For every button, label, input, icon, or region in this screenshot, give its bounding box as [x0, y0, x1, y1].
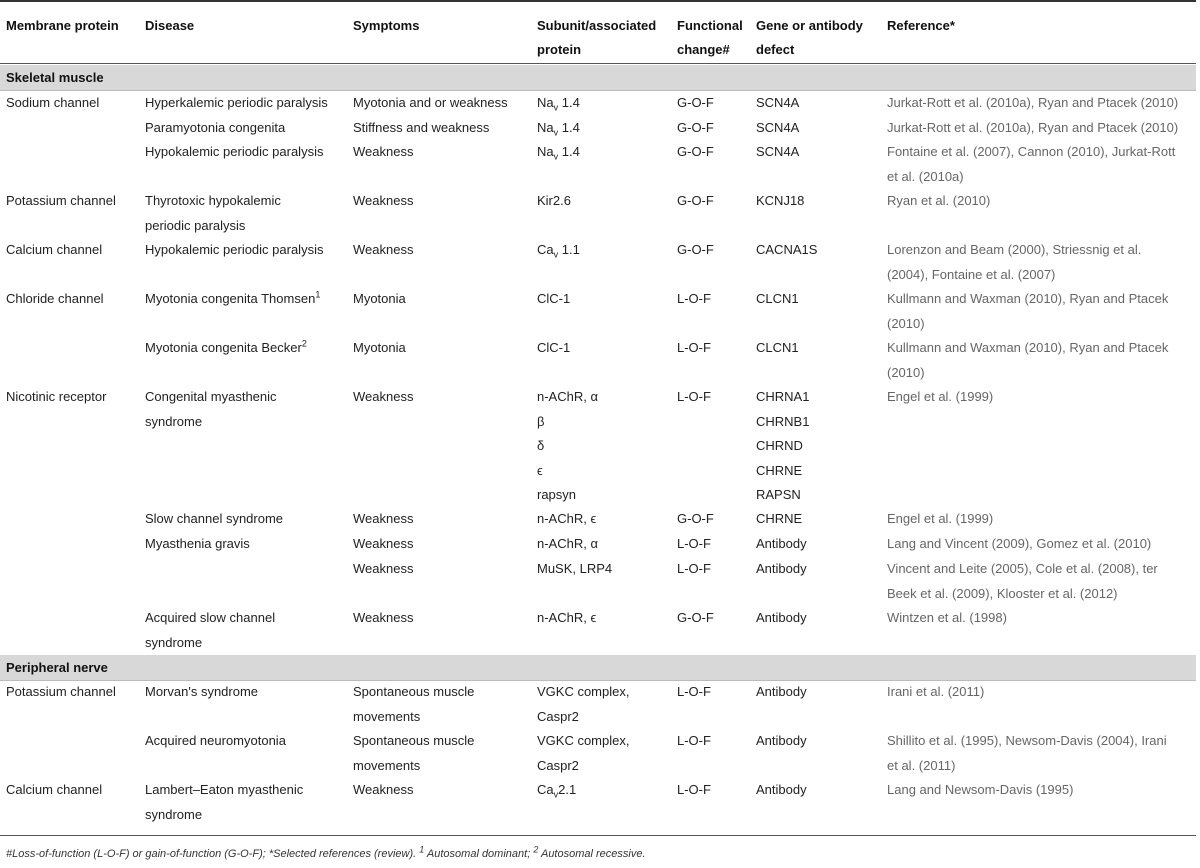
cell-subunit: ClC-1: [537, 291, 571, 306]
cell-gene: Antibody: [756, 536, 807, 551]
reference-line: Beek et al. (2009), Klooster et al. (2012): [887, 585, 1118, 601]
disease-line: syndrome: [145, 634, 203, 650]
header-subunit-line2: protein: [537, 42, 582, 57]
cell-symptoms: Weakness: [353, 511, 414, 526]
reference-line: Vincent and Leite (2005), Cole et al. (2008), ter: [887, 561, 1158, 576]
cell-gene: SCN4A: [756, 144, 800, 159]
cell-symptoms: Weakness: [353, 536, 414, 551]
cell-change: G-O-F: [677, 144, 714, 159]
cell-gene: Antibody: [756, 782, 807, 797]
cell-disease: [145, 189, 281, 238]
cell-reference: Engel et al. (1999): [887, 389, 994, 404]
cell-symptoms: Weakness: [353, 242, 414, 257]
symptoms-line: movements: [353, 757, 421, 773]
cell-disease: Acquired neuromyotonia: [145, 733, 286, 748]
cell-subunit: $Ca_v2.1$: [537, 782, 577, 800]
cell-protein: Calcium channel: [6, 242, 103, 257]
reference-line: et al. (2010a): [887, 168, 964, 184]
cell-reference: Ryan et al. (2010): [887, 193, 991, 208]
section-band-skeletal-muscle: [0, 65, 1196, 91]
header-subunit-line1: Subunit/associated: [537, 18, 657, 33]
cell-reference: [887, 140, 1175, 189]
cell-change: G-O-F: [677, 610, 714, 625]
cell-subunit: Kir2.6: [537, 193, 571, 208]
reference-line: (2010): [887, 315, 925, 331]
cell-gene: [756, 385, 809, 508]
cell-gene: CACNA1S: [756, 242, 818, 257]
gene-line: CHRND: [756, 438, 803, 453]
cell-change: L-O-F: [677, 782, 711, 797]
cell-change: G-O-F: [677, 242, 714, 257]
reference-line: Kullmann and Waxman (2010), Ryan and Ptacek: [887, 340, 1169, 355]
cell-protein: Chloride channel: [6, 291, 104, 306]
cell-reference: Lang and Vincent (2009), Gomez et al. (2010): [887, 536, 1152, 551]
cell-change: G-O-F: [677, 511, 714, 526]
cell-subunit: [537, 729, 629, 778]
cell-disease: Hypokalemic periodic paralysis: [145, 144, 324, 159]
cell-gene: Antibody: [756, 684, 807, 699]
cell-symptoms: Weakness: [353, 193, 414, 208]
header-gene: [756, 14, 863, 62]
cell-reference: [887, 238, 1141, 287]
subunit-line: ϵ: [537, 462, 543, 478]
cell-reference: Engel et al. (1999): [887, 511, 994, 526]
cell-disease: Myotonia congenita Thomsen$^1$: [145, 289, 321, 306]
disease-line: syndrome: [145, 413, 203, 429]
bottom-rule: [0, 835, 1196, 836]
symptoms-line: Spontaneous muscle: [353, 733, 475, 748]
cell-reference: [887, 729, 1167, 778]
cell-change: L-O-F: [677, 733, 711, 748]
disease-line: periodic paralysis: [145, 217, 246, 233]
cell-gene: Antibody: [756, 561, 807, 576]
header-symptoms: Symptoms: [353, 18, 420, 33]
cell-reference: [887, 336, 1168, 385]
cell-symptoms: Myotonia: [353, 291, 406, 306]
cell-symptoms: Weakness: [353, 561, 414, 576]
disease-line: Thyrotoxic hypokalemic: [145, 193, 281, 208]
header-rule: [0, 63, 1196, 64]
header-subunit: [537, 14, 656, 62]
cell-gene: KCNJ18: [756, 193, 805, 208]
symptoms-line: Spontaneous muscle: [353, 684, 475, 699]
cell-disease: [145, 606, 275, 655]
cell-reference: Irani et al. (2011): [887, 684, 985, 699]
section-label-skeletal-muscle: Skeletal muscle: [6, 70, 104, 85]
cell-subunit: $Na_v$ 1.4: [537, 120, 580, 138]
cell-reference: Jurkat-Rott et al. (2010a), Ryan and Ptacek (2010): [887, 120, 1179, 135]
cell-protein: Potassium channel: [6, 684, 116, 699]
cell-disease: Morvan's syndrome: [145, 684, 259, 699]
cell-change: G-O-F: [677, 120, 714, 135]
subunit-line: VGKC complex,: [537, 733, 630, 748]
subunit-line: Caspr2: [537, 757, 579, 773]
cell-gene: SCN4A: [756, 120, 800, 135]
cell-gene: Antibody: [756, 733, 807, 748]
reference-line: Fontaine et al. (2007), Cannon (2010), Jurkat-Rott: [887, 144, 1176, 159]
header-reference: Reference*: [887, 18, 955, 33]
top-rule: [0, 0, 1196, 2]
cell-reference: Jurkat-Rott et al. (2010a), Ryan and Ptacek (2010): [887, 95, 1179, 110]
cell-change: L-O-F: [677, 291, 711, 306]
cell-subunit: [537, 680, 629, 729]
cell-disease: [145, 778, 303, 827]
cell-reference: [887, 287, 1168, 336]
cell-disease: Myasthenia gravis: [145, 536, 250, 551]
cell-subunit: MuSK, LRP4: [537, 561, 613, 576]
cell-disease: Hyperkalemic periodic paralysis: [145, 95, 328, 110]
reference-line: Shillito et al. (1995), Newsom-Davis (2004), Irani: [887, 733, 1167, 748]
cell-protein: Nicotinic receptor: [6, 389, 107, 404]
header-functional-line2: change#: [677, 42, 730, 57]
gene-line: RAPSN: [756, 487, 801, 502]
cell-symptoms: Weakness: [353, 610, 414, 625]
cell-disease: Slow channel syndrome: [145, 511, 284, 526]
table-footnote: #Loss-of-function (L-O-F) or gain-of-function (G-O-F); *Selected references (review). $^1$ Autosomal dominant; $^2$ Autosomal recessive.: [6, 844, 646, 860]
cell-subunit: $Na_v$ 1.4: [537, 144, 580, 162]
cell-change: L-O-F: [677, 561, 711, 576]
cell-gene: SCN4A: [756, 95, 800, 110]
symptoms-line: movements: [353, 708, 421, 724]
subunit-line: rapsyn: [537, 487, 577, 502]
cell-disease: Hypokalemic periodic paralysis: [145, 242, 324, 257]
cell-disease: [145, 385, 277, 434]
gene-line: CHRNE: [756, 462, 803, 478]
cell-subunit: $Na_v$ 1.4: [537, 95, 580, 113]
header-disease: Disease: [145, 18, 195, 33]
disease-line: Lambert–Eaton myasthenic: [145, 782, 304, 797]
cell-change: L-O-F: [677, 536, 711, 551]
cell-symptoms: Weakness: [353, 389, 414, 404]
cell-symptoms: Stiffness and weakness: [353, 120, 490, 135]
cell-gene: CLCN1: [756, 291, 799, 306]
cell-symptoms: [353, 729, 474, 778]
header-membrane-protein: Membrane protein: [6, 18, 119, 33]
cell-protein: Potassium channel: [6, 193, 116, 208]
header-functional-line1: Functional: [677, 18, 743, 33]
subunit-line: Caspr2: [537, 708, 579, 724]
cell-symptoms: Myotonia: [353, 340, 406, 355]
reference-line: et al. (2011): [887, 757, 956, 773]
cell-subunit: ClC-1: [537, 340, 571, 355]
cell-reference: Lang and Newsom-Davis (1995): [887, 782, 1074, 797]
reference-line: (2010): [887, 364, 925, 380]
cell-subunit: n-AChR, ϵ: [537, 511, 597, 526]
cell-symptoms: [353, 680, 474, 729]
cell-subunit: $Ca_v$ 1.1: [537, 242, 580, 260]
cell-protein: Sodium channel: [6, 95, 100, 110]
cell-change: L-O-F: [677, 684, 711, 699]
reference-line: Lorenzon and Beam (2000), Striessnig et al.: [887, 242, 1142, 257]
cell-subunit: [537, 385, 598, 508]
cell-reference: [887, 557, 1158, 606]
gene-line: CHRNA1: [756, 389, 810, 404]
cell-change: G-O-F: [677, 95, 714, 110]
cell-protein: Calcium channel: [6, 782, 103, 797]
cell-subunit: n-AChR, α: [537, 536, 598, 551]
cell-symptoms: Weakness: [353, 144, 414, 159]
cell-disease: Paramyotonia congenita: [145, 120, 286, 135]
disease-line: Acquired slow channel: [145, 610, 276, 625]
header-functional-change: [677, 14, 743, 62]
cell-gene: Antibody: [756, 610, 807, 625]
section-label-peripheral-nerve: Peripheral nerve: [6, 660, 108, 675]
cell-disease: Myotonia congenita Becker$^2$: [145, 338, 307, 355]
cell-symptoms: Myotonia and or weakness: [353, 95, 508, 110]
header-gene-line2: defect: [756, 42, 795, 57]
gene-line: CHRNB1: [756, 413, 810, 429]
cell-symptoms: Weakness: [353, 782, 414, 797]
disease-line: syndrome: [145, 806, 203, 822]
cell-gene: CLCN1: [756, 340, 799, 355]
cell-subunit: n-AChR, ϵ: [537, 610, 597, 625]
subunit-line: β: [537, 413, 545, 429]
cell-change: L-O-F: [677, 389, 711, 404]
header-gene-line1: Gene or antibody: [756, 18, 863, 33]
subunit-line: n-AChR, α: [537, 389, 598, 404]
reference-line: (2004), Fontaine et al. (2007): [887, 266, 1056, 282]
cell-change: G-O-F: [677, 193, 714, 208]
section-band-peripheral-nerve: [0, 655, 1196, 681]
disease-line: Congenital myasthenic: [145, 389, 277, 404]
cell-gene: CHRNE: [756, 511, 803, 526]
subunit-line: δ: [537, 438, 545, 453]
cell-change: L-O-F: [677, 340, 711, 355]
subunit-line: VGKC complex,: [537, 684, 630, 699]
cell-reference: Wintzen et al. (1998): [887, 610, 1007, 625]
reference-line: Kullmann and Waxman (2010), Ryan and Ptacek: [887, 291, 1169, 306]
